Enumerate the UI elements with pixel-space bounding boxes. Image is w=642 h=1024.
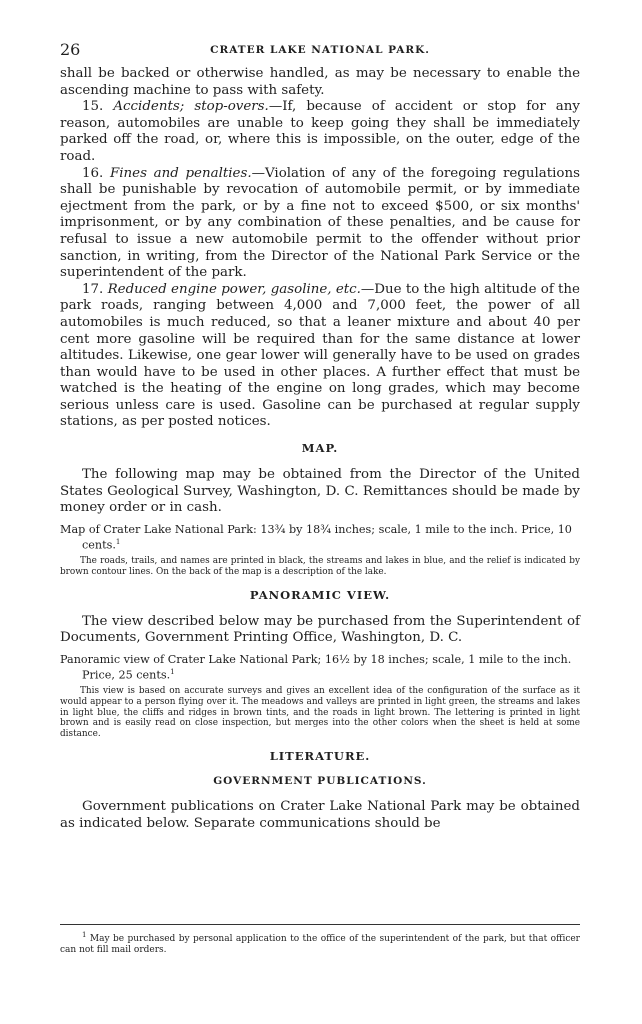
rule-title: Fines and penalties.	[109, 165, 252, 181]
section-heading-panoramic: PANORAMIC VIEW.	[249, 587, 391, 602]
footnote	[60, 930, 580, 956]
panoramic-intro: The view described below may be purchased from the Superintendent of Documents, Government Printing Office, Washington, D. C.	[60, 613, 580, 646]
running-head	[60, 36, 580, 66]
map-note: The roads, trails, and names are printed in black, the streams and lakes in blue, and the relief is indicated by brown contour lines. On the back of the map is a description of the lake.	[60, 556, 580, 577]
rule-title: Accidents; stop-overs.	[113, 99, 269, 115]
panoramic-entry	[60, 653, 580, 683]
footnote-ref: 1	[170, 668, 175, 677]
rule-number: 17.	[82, 281, 104, 297]
literature-intro: Government publications on Crater Lake National Park may be obtained as indicated below. Separate communications should be	[60, 799, 580, 831]
intro-paragraph: shall be backed or otherwise handled, as may be necessary to enable the ascending machine to pass with safety.	[60, 66, 580, 98]
rule-17	[60, 282, 580, 431]
rule-16	[60, 166, 580, 282]
footnote-mark: 1	[82, 931, 87, 939]
section-heading-literature: LITERATURE.	[269, 749, 371, 764]
subheading-government-publications: GOVERNMENT PUBLICATIONS.	[213, 775, 427, 788]
footnote-ref: 1	[115, 538, 121, 547]
panoramic-entry-text: Panoramic view of Crater Lake National Park; 16½ by 18 inches; scale, 1 mile to the inch. Price, 25 cents.	[60, 652, 572, 682]
rule-number: 16.	[82, 165, 104, 181]
section-heading-map: MAP.	[301, 441, 339, 456]
rule-15	[60, 99, 580, 165]
footnote-text: May be purchased by personal application to the office of the superintendent of the park, but that officer can not fill mail orders.	[60, 934, 580, 955]
rule-title: Reduced engine power, gasoline, etc.	[107, 281, 361, 297]
footnote-divider	[60, 924, 580, 925]
map-intro: The following map may be obtained from the Director of the United States Geological Survey, Washington, D. C. Remittances should be made by money order or in cash.	[60, 467, 580, 516]
panoramic-note: This view is based on accurate surveys and gives an excellent idea of the configuration of the surface as it would appear to a person flying over it. The meadows and valleys are printed in light green, the streams and lakes in light blue, the cliffs and ridges in brown tints, and the roads in light brown. The lettering is printed in light brown and is easily read on close inspection, but merges into the other colors when the sheet is held at some distance.	[60, 686, 580, 739]
rule-number: 15.	[82, 99, 104, 115]
page-number: 26	[60, 40, 81, 59]
rule-text: —Violation of any of the foregoing regulations shall be punishable by revocation of automobile permit, or by immediate ejectment from the park, or by a fine not to exceed $500, or six months' imprisonment, or by any combination of these penalties, and be cause for refusal to issue a new automobile permit to the offender without prior sanction, in writing, from the Director of the National Park Service or the superintendent of the park.	[60, 165, 580, 281]
running-title: CRATER LAKE NATIONAL PARK.	[210, 44, 430, 56]
rule-text: —Due to the high altitude of the park roads, ranging between 4,000 and 7,000 feet, the power of all automobiles is much reduced, so that a leaner mixture and about 40 per cent more gasoline will be required than for the same distance at lower altitudes. Likewise, one gear lower will generally have to be used on grades than would have to be used in other places. A further effect that must be watched is the heating of the engine on long grades, which may become serious unless care is used. Gasoline can be purchased at regular supply stations, as per posted notices.	[60, 281, 580, 430]
map-entry-text: Map of Crater Lake National Park: 13¾ by 18¾ inches; scale, 1 mile to the inch. Price, 10 cents.	[60, 522, 572, 552]
document-page	[60, 36, 580, 832]
map-entry	[60, 523, 580, 553]
rule-text: —If, because of accident or stop for any reason, automobiles are unable to keep going they shall be immediately parked off the road, or, where this is impossible, on the outer, edge of the road.	[60, 99, 580, 164]
